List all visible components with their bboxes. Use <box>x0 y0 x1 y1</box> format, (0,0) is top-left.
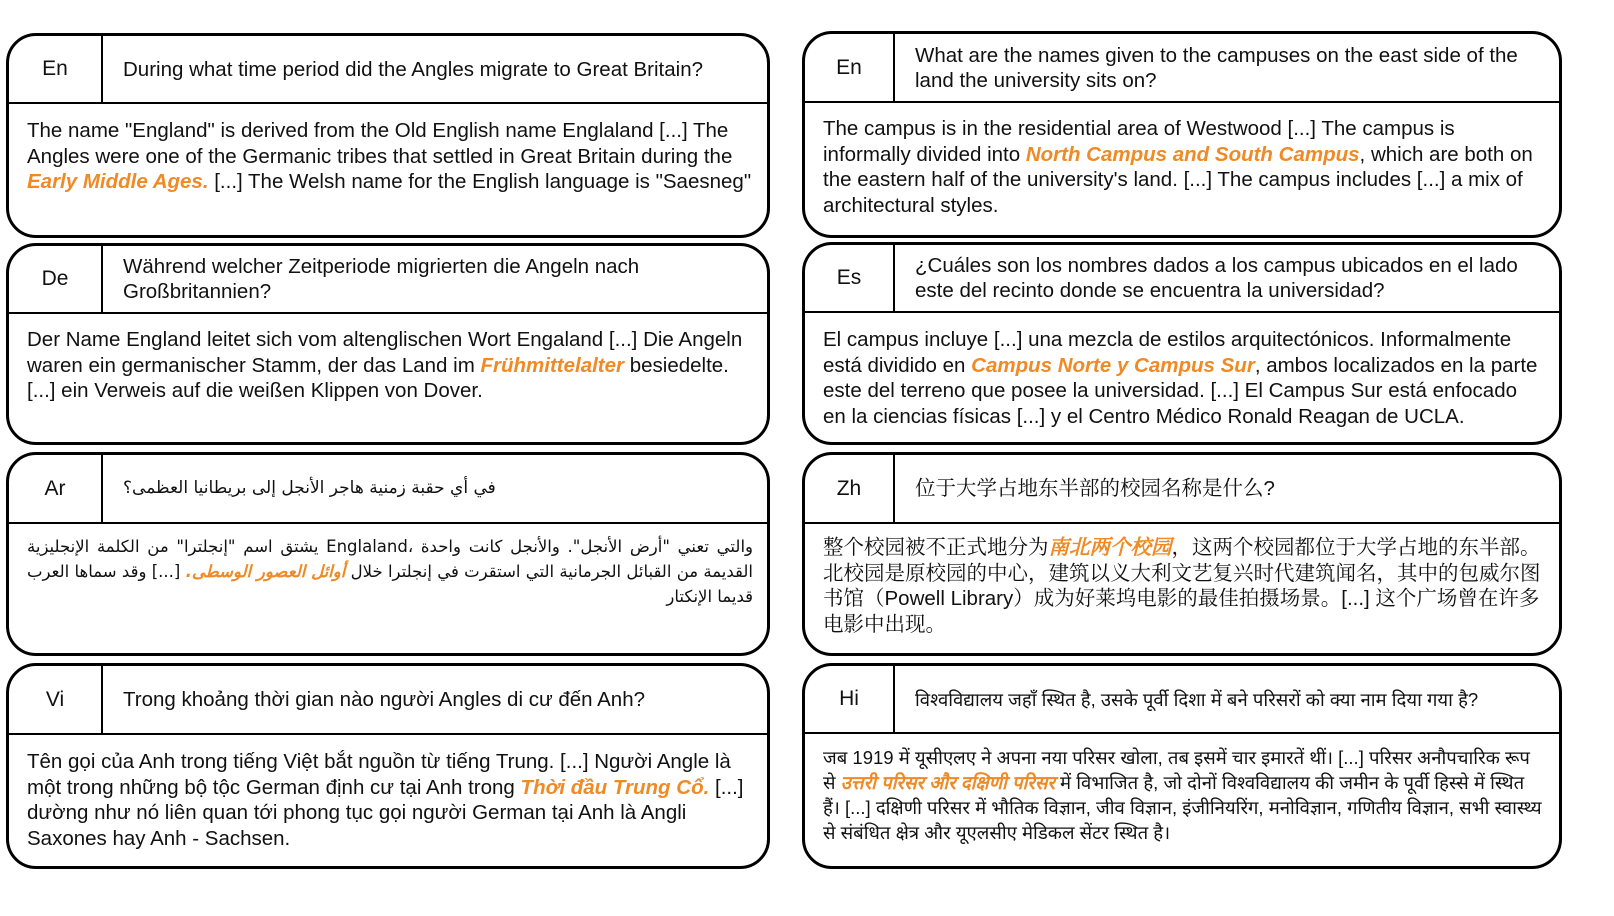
question-text: What are the names given to the campuses on the east side of the land the university sits on? <box>915 43 1518 92</box>
language-code: Es <box>805 245 895 311</box>
answer-span: Thời đầu Trung Cổ. <box>520 775 710 799</box>
question-row <box>805 34 1559 103</box>
context-passage: The name "England" is derived from the Old English name Englaland [...] The Angles were one of the Germanic tribes that settled in Great Britain during the Early Middle Ages. [...] The Welsh name for the English language is "Saesneg" <box>27 119 752 193</box>
language-code: En <box>9 36 103 102</box>
question-row <box>9 36 767 104</box>
context-passage: 整个校园被不正式地分为南北两个校园，这两个校园都位于大学占地的东半部。北校园是原校园的中心，建筑以义大利文艺复兴时代建筑闻名，其中的包威尔图书馆（Powell Library）成为好莱坞电影的最佳拍摄场景。[...] 这个广场曾在许多电影中出现。 <box>823 536 1541 636</box>
qa-card-hi-campus <box>802 663 1562 869</box>
question-row <box>805 245 1559 313</box>
answer-span: उत्तरी परिसर और दक्षिणी परिसर <box>840 772 1055 793</box>
question-text: في أي حقبة زمنية هاجر الأنجل إلى بريطانيا العظمى؟ <box>123 478 496 498</box>
language-code: En <box>805 34 895 101</box>
context-passage: The campus is in the residential area of Westwood [...] The campus is informally divided into North Campus and South Campus, which are both on the eastern half of the university's land. [...] The campus includes [...] a mix of architectural styles. <box>823 117 1533 217</box>
question-row <box>805 666 1559 734</box>
question-text: Trong khoảng thời gian nào người Angles di cư đến Anh? <box>123 688 646 711</box>
context-passage: والتي تعني "أرض الأنجل". والأنجل كانت واحدة ،Englaland يشتق اسم "إنجلترا" من الكلمة الإنجليزية القديمة من القبائل الجرمانية التي استقرت في إنجلترا خلال أوائل العصور الوسطى. [...] وقد سماها العرب قديما الإنكتار <box>27 537 753 606</box>
language-code: Vi <box>9 666 103 733</box>
question-row <box>805 455 1559 524</box>
question-row <box>9 666 767 735</box>
question-text: Während welcher Zeitperiode migrierten die Angeln nach Großbritannien? <box>123 255 640 303</box>
answer-span: Campus Norte y Campus Sur <box>971 353 1255 377</box>
qa-card-ar-angles <box>6 452 770 656</box>
answer-span: Early Middle Ages. <box>27 170 209 193</box>
question-text: ¿Cuáles son los nombres dados a los campus ubicados en el lado este del recinto donde se encuentra la universidad? <box>915 254 1518 302</box>
language-code: Zh <box>805 455 895 522</box>
question-text: विश्वविद्यालय जहाँ स्थित है, उसके पूर्वी दिशा में बने परिसरों को क्या नाम दिया गया है? <box>915 688 1479 710</box>
question-text: During what time period did the Angles migrate to Great Britain? <box>123 57 703 81</box>
question-row <box>9 455 767 524</box>
context-passage: El campus incluye [...] una mezcla de estilos arquitectónicos. Informalmente está dividido en Campus Norte y Campus Sur, ambos localizados en la parte este del terreno que posee la universidad. [...] El Campus Sur está enfocado en la ciencias físicas [...] y el Centro Médico Ronald Reagan de UCLA. <box>823 328 1538 428</box>
answer-span: Frühmittelalter <box>480 353 625 377</box>
answer-span: North Campus and South Campus <box>1025 142 1360 166</box>
answer-span: 南北两个校园 <box>1048 536 1172 559</box>
question-text: 位于大学占地东半部的校园名称是什么? <box>915 477 1275 500</box>
context-passage: Tên gọi của Anh trong tiếng Việt bắt nguồn từ tiếng Trung. [...] Người Angle là một trong những bộ tộc German định cư tại Anh trong Thời đầu Trung Cổ. [...] dường như nó liên quan tới phong tục gọi người German tại Anh là Angli Saxones hay Anh - Sachsen. <box>27 750 744 850</box>
qa-card-vi-angles <box>6 663 770 869</box>
language-code: Ar <box>9 455 103 522</box>
qa-card-en-campus <box>802 31 1562 238</box>
qa-card-en-angles <box>6 33 770 238</box>
qa-card-zh-campus <box>802 452 1562 656</box>
context-passage: जब 1919 में यूसीएलए ने अपना नया परिसर खोला, तब इसमें चार इमारतें थीं। [...] परिसर अनौपचारिक रूप से उत्तरी परिसर और दक्षिणी परिसर में विभाजित है, जो दोनों विश्वविद्यालय की जमीन के पूर्वी हिस्से में स्थित हैं। [...] दक्षिणी परिसर में भौतिक विज्ञान, जीव विज्ञान, इंजीनियरिंग, मनोविज्ञान, गणितीय विज्ञान, सभी स्वास्थ्य से संबंधित क्षेत्र और यूएलसीए मेडिकल सेंटर स्थित है। <box>823 747 1542 843</box>
question-row <box>9 246 767 314</box>
language-code: Hi <box>805 666 895 732</box>
answer-span: أوائل العصور الوسطى. <box>185 562 346 581</box>
qa-card-de-angles <box>6 243 770 445</box>
language-code: De <box>9 246 103 312</box>
context-passage: Der Name England leitet sich vom altenglischen Wort Engaland [...] Die Angeln waren ein germanischer Stamm, der das Land im Frühmittelalter besiedelte. [...] ein Verweis auf die weißen Klippen von Dover. <box>27 328 743 402</box>
qa-card-es-campus <box>802 242 1562 445</box>
